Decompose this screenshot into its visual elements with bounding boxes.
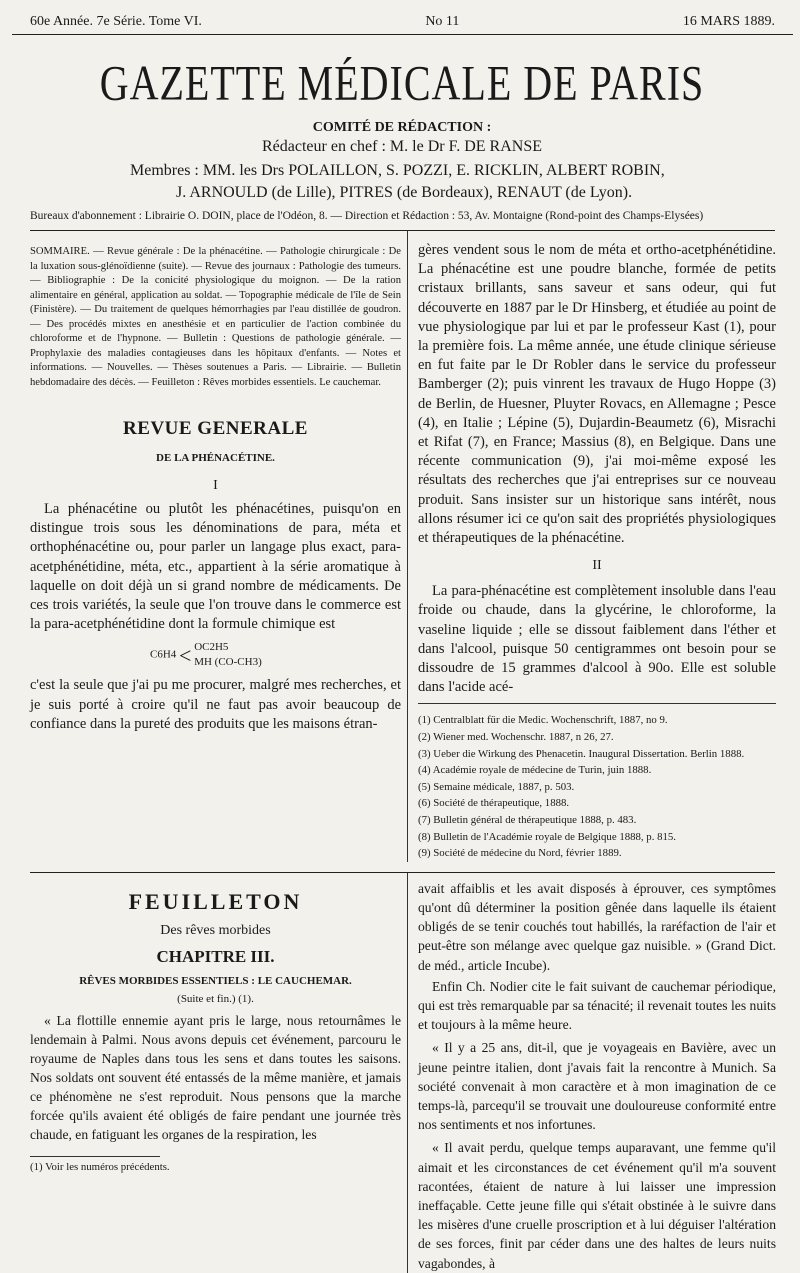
feuilleton-right-column [408, 873, 776, 1273]
footnote: (5) Semaine médicale, 1887, p. 503. [418, 780, 575, 793]
revue-paragraph-1: La phénacétine ou plutôt les phénacétines, puisqu'on en distingue trois sous les dénominations de para, méta et orthophénacétine ou, pour parler un langage plus exact, para-acetphénétidine, méta, etc., appartient à la série aromatique à laquelle on doit déjà un si grand nombre de médicaments. De ces trois variétés, la seule que l'on trouve dans le commerce est la para-acetphénétidine dont la formule chimique est [30, 501, 401, 633]
revue-generale-subtitle: DE LA PHÉNACÉTINE. [156, 452, 275, 464]
revue-section [12, 231, 792, 862]
revue-generale-title: REVUE GENERALE [123, 418, 308, 439]
formula-bracket-icon: < [179, 642, 192, 668]
feuilleton-section [12, 873, 792, 1273]
left-column [12, 231, 408, 862]
chapter-subtitle: RÊVES MORBIDES ESSENTIELS : LE CAUCHEMAR. [79, 974, 352, 987]
masthead-title: GAZETTE MÉDICALE DE PARIS [99, 54, 705, 111]
footnote: (1) Centralblatt für die Medic. Wochenschrift, 1887, no 9. [418, 714, 668, 727]
chemical-formula [150, 640, 401, 670]
suite-note: (Suite et fin.) (1). [177, 992, 254, 1005]
feuilleton-right-p4: « Il avait perdu, quelque temps auparavant, une femme qu'il aimait et les circonstances de cet événement qu'il m'a souvent racontées, étaient de nature à lui laisser une impression ineffaçable. Cette jeune fille qui s'était obstinée à le suivre dans les misères d'une cruelle proscription et à lui déguiser l'altération de ses forces, finit par céder dans une des haltes de leurs nuits vagabondes, à [418, 1140, 776, 1271]
footnote: (9) Société de médecine du Nord, février 1889. [418, 847, 622, 860]
footnote: (4) Académie royale de médecine de Turin, juin 1888. [418, 764, 652, 777]
sommaire-text: SOMMAIRE. — Revue générale : De la phénacétine. — Pathologie chirurgicale : De la luxation sous-glénoïdienne (suite). — Revue des journaux : Pathologie des tumeurs. — Bibliographie : De la conicité physiologique du moignon. — De la ration alimentaire en général, application au soldat. — Topographie médicale de l'île de Sein (Finistère). — Du traitement de quelques hémorrhagies par l'eau distillée de goudron. — Des procédés mixtes en anesthésie et en particulier de l'action combinée du chloroforme et de l'hypnone. — Bulletin : Questions de pathologie générale. — Prophylaxie des maladies contagieuses dans les hôpitaux d'enfants. — Notes et informations. — Nouvelles. — Thèses soutenues a Paris. — Librairie. — Bulletin hebdomadaire des décès. — Feuilleton : Rêves morbides essentiels. Le cauchemar. [30, 246, 401, 388]
feuilleton-subtitle: Des rêves morbides [160, 922, 271, 938]
section-number-1: I [213, 478, 218, 493]
comite-heading: COMITÉ DE RÉDACTION : [312, 120, 492, 135]
revue-right-paragraph-1: gères vendent sous le nom de méta et ortho-acetphénétidine. La phénacétine est une poudre blanche, formée de petits cristaux brillants, sans saveur et sans odeur, qui fut découverte en 1887 par le Dr Hinsberg, et étudiée au point de vue physiologique par lui et par le professeur Kast (1), pour la première fois. La même année, une étude clinique sérieuse en fut faite par le Dr Robler dans le service du professeur Bamberger (2); puis vinrent les travaux de Hugo Hoppe (3) de Berlin, de Huesner, Pluyter Rovacs, en Allemagne ; Pesce (4), en Italie ; Lépine (5), Dujardin-Beaumetz (6), Misrachi et Rifat (7), en France; Massius (8), en Belgique. Dans une récente communication (9), j'ai moi-même exposé les résultats des recherches que j'ai entreprises sur ce nouveau produit. Sans insister sur un historique sans intérêt, nous allons résumer ici ce qu'on sait des propriétés physiologiques et thérapeutiques de la phénacétine. [418, 242, 776, 547]
formula-top: OC2H5 [194, 641, 229, 654]
footnote: (2) Wiener med. Wochenschr. 1887, n 26, 27. [418, 731, 614, 744]
footnote: (3) Ueber die Wirkung des Phenacetin. Inaugural Dissertation. Berlin 1888. [418, 747, 745, 760]
footnote: (6) Société de thérapeutique, 1888. [418, 797, 570, 810]
revue-right-paragraph-2: La para-phénacétine est complètement insoluble dans l'eau froide ou chaude, dans la glycérine, le chloroforme, la vaseline liquide ; elle se dissout faiblement dans l'éther et dans l'alcool, puisque 50 centigrammes ont besoin pour se dissoudre de 15 grammes d'alcool à 90o. Elle est soluble dans l'acide acé- [418, 583, 776, 696]
feuilleton-title: FEUILLETON [128, 888, 303, 914]
formula-base: C6H4 [150, 648, 177, 661]
footnotes [418, 703, 776, 861]
feuilleton-right-p1: avait affaiblis et les avait disposés à éprouver, ces symptômes qu'ont dû déterminer la position gênée dans laquelle ils étaient obligés de se tenir couchés tout habillés, la raréfaction de l'air et peut-être son mélange avec quelque gaz nuisible. » (Grand Dict. de méd., article Incube). [418, 880, 776, 973]
feuilleton-right-p2: Enfin Ch. Nodier cite le fait suivant de cauchemar périodique, qui est très remarquable par sa ténacité; il revenait toutes les nuits et toujours à la même heure. [418, 978, 776, 1033]
members-line-1: Membres : MM. les Drs POLAILLON, S. POZZI, E. RICKLIN, ALBERT ROBIN, [130, 162, 665, 179]
editor-in-chief: Rédacteur en chef : M. le Dr F. DE RANSE [262, 138, 542, 155]
revue-paragraph-2: c'est la seule que j'ai pu me procurer, malgré mes recherches, et je suis porté à croire qu'il ne faut pas avoir beaucoup de confiance dans la pureté des produits que les maisons étran- [30, 677, 401, 732]
feuilleton-left-column [12, 873, 408, 1273]
members-list [130, 160, 792, 204]
right-column [408, 231, 776, 862]
feuilleton-right-p3: « Il y a 25 ans, dit-il, que je voyageais en Bavière, avec un jeune peintre italien, dont j'avais fait la rencontre à Munich. Sa société convenait à mon caractère et à mon imagination de ce temps-là, parcequ'il se trouvait une douloureuse conformité entre nos sentiments et nos infortunes. [418, 1040, 776, 1133]
feuilleton-footnote-text: (1) Voir les numéros précédents. [30, 1160, 170, 1173]
footnote: (7) Bulletin général de thérapeutique 1888, p. 483. [418, 814, 637, 827]
issue-number: No 11 [425, 14, 460, 29]
formula-bottom: MH (CO-CH3) [194, 656, 262, 669]
issue-date: 16 MARS 1889. [682, 14, 775, 29]
feuilleton-left-text: « La flottille ennemie ayant pris le large, nous retournâmes le lendemain à Palmi. Nous avons depuis cet événement, parcouru le royaume de Naples dans tous les sens et dans toutes les saisons. Nos soldats ont souvent été entassés de la même manière, et jamais ce phénomène ne s'est reproduit. Nous pensons que la marche forcée qu'ils avaient été obligés de faire pendant une journée très chaude, en fatiguant les organes de la respiration, les [30, 1012, 401, 1142]
subscription-office: Bureaux d'abonnement : Librairie O. DOIN, place de l'Odéon, 8. — Direction et Rédaction : 53, Av. Montaigne (Rond-point des Champs-Elysées) [30, 210, 775, 231]
members-line-2: J. ARNOULD (de Lille), PITRES (de Bordeaux), RENAUT (de Lyon). [176, 184, 633, 201]
issue-volume: 60e Année. 7e Série. Tome VI. [30, 14, 202, 29]
chapter-title: CHAPITRE III. [156, 946, 275, 966]
issue-header [12, 0, 793, 35]
feuilleton-footnote [30, 1156, 170, 1173]
newspaper-page [12, 0, 792, 1271]
footnote: (8) Bulletin de l'Académie royale de Belgique 1888, p. 815. [418, 830, 677, 843]
section-number-2: II [592, 558, 602, 574]
